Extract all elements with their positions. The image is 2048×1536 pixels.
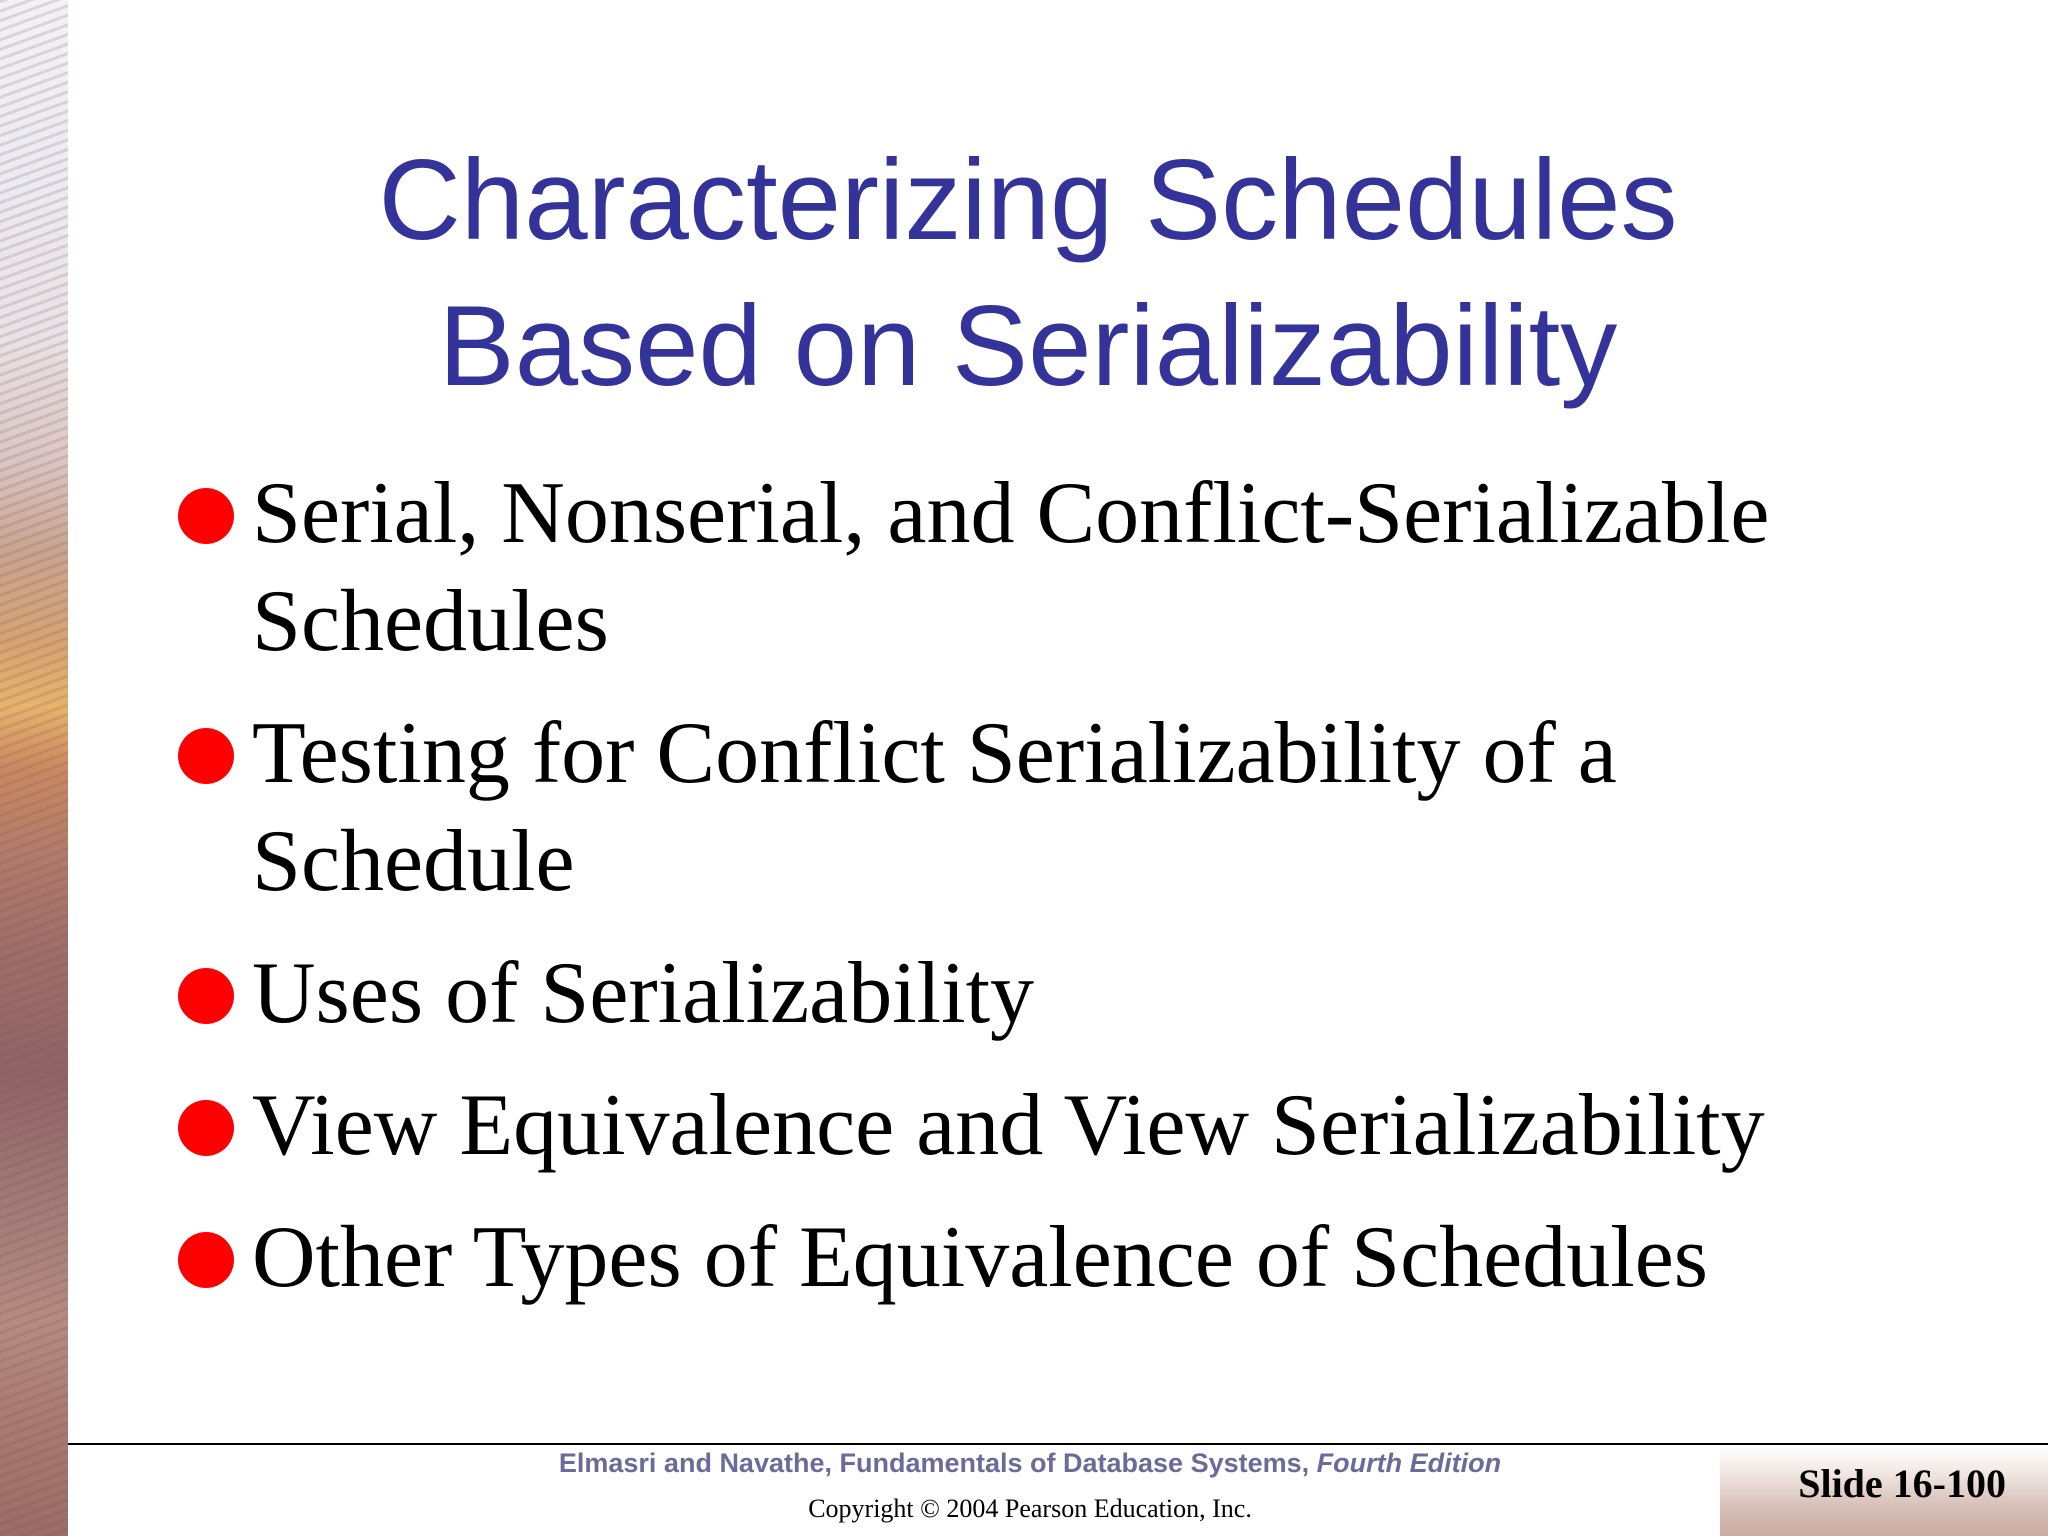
bullet-text: Testing for Conflict Serializability of a Schedule <box>252 705 1617 910</box>
footer-book-citation <box>68 1446 1992 1480</box>
slide-title-line1: Characterizing Schedules <box>378 137 1678 264</box>
bullet-text: Serial, Nonserial, and Conflict-Serializable Schedules <box>252 465 1770 670</box>
bullet-item <box>178 460 1878 676</box>
bullet-text: Uses of Serializability <box>252 945 1035 1042</box>
footer-divider <box>68 1443 2048 1445</box>
bullet-item <box>178 1204 1878 1312</box>
red-circle-bullet-icon <box>178 1232 234 1288</box>
slide-title <box>68 128 1988 420</box>
red-circle-bullet-icon <box>178 728 234 784</box>
bullet-text: Other Types of Equivalence of Schedules <box>252 1209 1708 1306</box>
footer-copyright: Copyright © 2004 Pearson Education, Inc. <box>808 1494 1252 1523</box>
bullet-text: View Equivalence and View Serializability <box>252 1077 1765 1174</box>
bullet-item <box>178 940 1878 1048</box>
footer-book-title: Elmasri and Navathe, Fundamentals of Database Systems, <box>558 1448 1317 1478</box>
decorative-desert-strip <box>0 0 68 1536</box>
bullet-list <box>178 460 1878 1336</box>
red-circle-bullet-icon <box>178 968 234 1024</box>
footer-book-edition: Fourth Edition <box>1316 1448 1502 1478</box>
bullet-item <box>178 1072 1878 1180</box>
slide-number: Slide 16-100 <box>1798 1461 2006 1506</box>
red-circle-bullet-icon <box>178 488 234 544</box>
red-circle-bullet-icon <box>178 1100 234 1156</box>
slide-title-line2: Based on Serializability <box>438 283 1618 410</box>
bullet-item <box>178 700 1878 916</box>
